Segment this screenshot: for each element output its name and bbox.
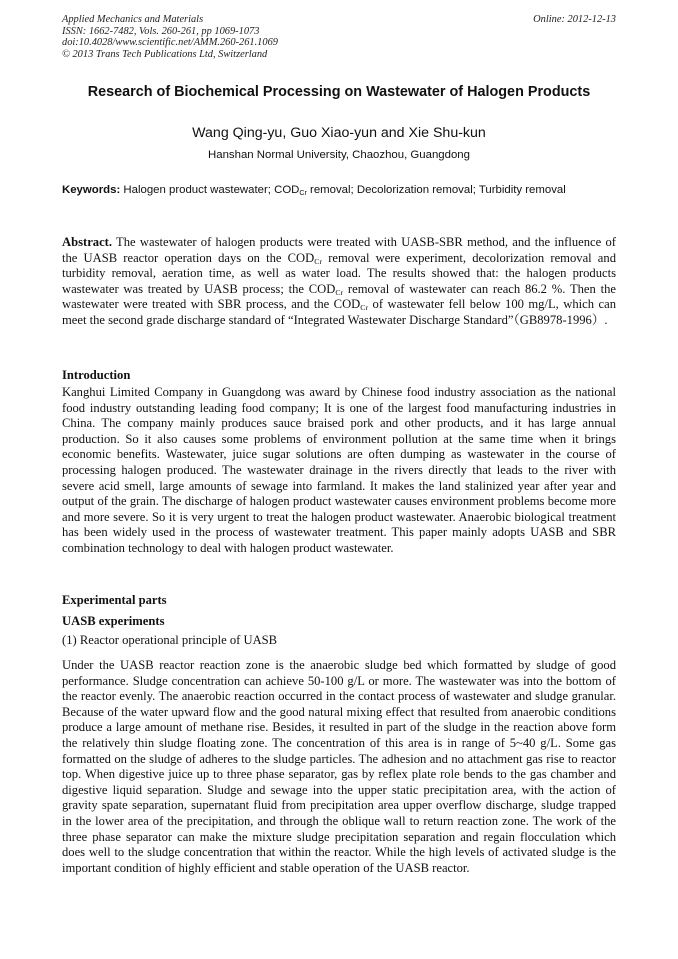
abstract-sub-3: Cr [360, 303, 369, 313]
paper-affiliation: Hanshan Normal University, Chaozhou, Guangdong [208, 149, 470, 161]
abstract-block [62, 235, 616, 329]
issn-line: ISSN: 1662-7482, Vols. 260-261, pp 1069-1073 [62, 25, 260, 37]
abstract-text-2: removal were experiment, decolorization removal and turbidity removal, aeration time, as well as water load. The results showed that: the halogen products wastewater was treated by UASB process; the COD [62, 250, 616, 296]
experimental-heading: Experimental parts [62, 593, 167, 607]
paper-title: Research of Biochemical Processing on Wastewater of Halogen Products [87, 84, 591, 100]
uasb-heading: UASB experiments [62, 614, 165, 628]
journal-name: Applied Mechanics and Materials [62, 14, 204, 25]
online-date: Online: 2012-12-13 [533, 14, 616, 25]
introduction-heading: Introduction [62, 368, 131, 382]
copyright-line: © 2013 Trans Tech Publications Ltd, Switzerland [62, 48, 268, 60]
abstract-text-1: The wastewater of halogen products were treated with UASB-SBR method, and the influence of the UASB reactor operation days on the COD [62, 235, 616, 265]
keywords-text: Halogen product wastewater; COD [123, 184, 300, 196]
uasb-item-heading: (1) Reactor operational principle of UASB [62, 633, 278, 647]
uasb-paragraph: Under the UASB reactor reaction zone is the anaerobic sludge bed which formatted by sludge of good performance. Sludge concentration can achieve 50-100 g/L or more. The wastewater was into the bottom of the reactor evenly. The anaerobic reaction occurred in the contact process of wastewater and sludge granular. Because of the water upward flow and the good natural mixing effect that resulted from anaerobic conditions produce a large amount of methane rise. Besides, it resulted in part of the sludge in the reaction above form the relatively thin sludge floating zone. The concentration of this area is in range of 5~40 g/L. Some gas formatted on the sludge of adheres to the sludge particles. The adhesion and no attachment gas rise to reactor top. When digestive juice up to three phase separator, gas by reflex plate role bends to the gas chamber and digestive liquid separation. Sludge and sewage into the upper static precipitation area, with the action of gravity spate separation, supernatant fluid from precipitation area upper overflow discharge, sludge trapped in the lower area of the precipitation, and through the oblique wall to return reaction zone. The work of the three phase separator can make the mixture sludge precipitation separation and regain flocculation which does well to the sludge concentration that within the reactor. While the high levels of activated sludge is the important condition of highly efficient and stable operation of the UASB reactor. [62, 658, 616, 875]
doi-line: doi:10.4028/www.scientific.net/AMM.260-261.1069 [62, 37, 278, 49]
abstract-text-3: removal of wastewater can reach 86.2 %. Then the wastewater were treated with SBR process, and the COD [62, 281, 616, 312]
introduction-body [62, 385, 616, 557]
keywords-block [62, 183, 616, 198]
uasb-body [62, 658, 616, 876]
journal-header [62, 14, 616, 60]
keywords-text-rest: removal; Decolorization removal; Turbidity removal [306, 184, 566, 196]
abstract-label: Abstract. [62, 235, 113, 249]
keywords-label: Keywords: [62, 184, 121, 196]
introduction-paragraph: Kanghui Limited Company in Guangdong was award by Chinese food industry association as the national food industry outstanding leading food company; It is one of the largest food manufacturing industries in China. The company mainly produces sauce braised pork and other products, and it has large annual production. So it also causes some problems of environment pollution at the same time when it brings economic benefits. Wastewater, juice sugar solutions are often dumping as wastewater in the course of processing halogen produced. The wastewater drainage in the rivers directly that leads to the river with severe acid smell, large amounts of sewage into farmland. It makes the land stalinized year after year and output of the grain. The discharge of halogen product wastewater causes environment problems become more and more severe. So it is very urgent to treat the halogen product wastewater. Anaerobic biological treatment has been widely used in the process of wastewater treatment. This paper mainly adopts UASB and SBR combination technology to deal with halogen product wastewater. [62, 385, 616, 555]
abstract-sub-1: Cr [314, 256, 323, 266]
abstract-text-4: of wastewater fell below 100 mg/L, which can meet the second grade discharge standard of “Integrated Wastewater Discharge Standard”（GB8978-1996）. [62, 297, 616, 327]
paper-authors: Wang Qing-yu, Guo Xiao-yun and Xie Shu-kun [192, 125, 486, 141]
keywords-subscript: Cr [299, 189, 307, 197]
abstract-sub-2: Cr [335, 287, 344, 297]
